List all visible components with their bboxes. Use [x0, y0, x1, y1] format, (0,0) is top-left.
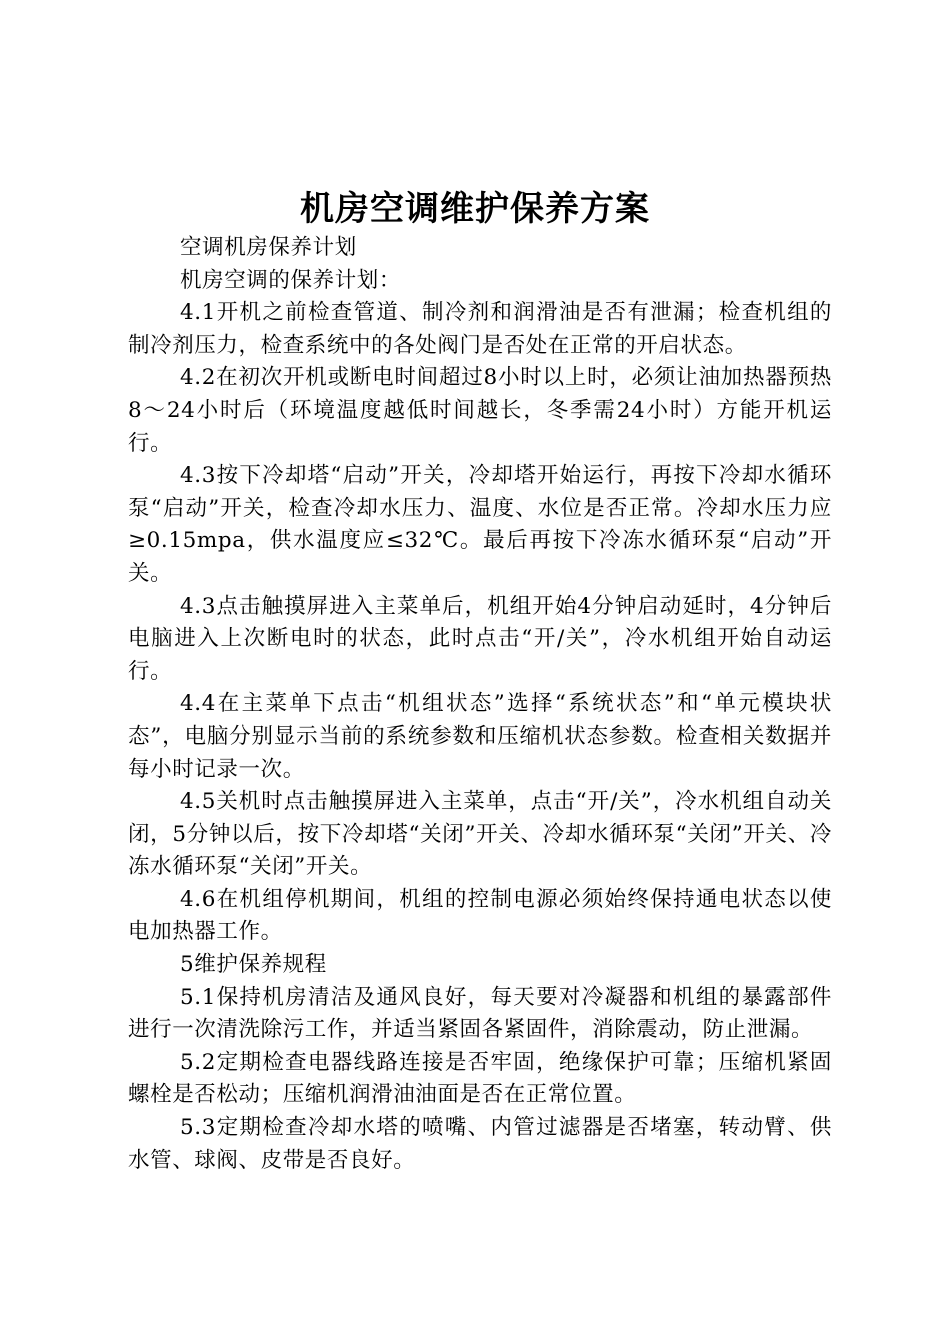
- paragraph-4-6: 4.6在机组停机期间，机组的控制电源必须始终保持通电状态以使电加热器工作。: [128, 886, 832, 945]
- paragraph-4-3-touchscreen: 4.3点击触摸屏进入主菜单后，机组开始4分钟启动延时，4分钟后电脑进入上次断电时的状态，此时点击“开/关”，冷水机组开始自动运行。: [128, 593, 832, 684]
- paragraph-4-4: 4.4在主菜单下点击“机组状态”选择“系统状态”和“单元模块状态”，电脑分别显示当前的系统参数和压缩机状态参数。检查相关数据并每小时记录一次。: [128, 691, 832, 782]
- paragraph-5-2: 5.2定期检查电器线路连接是否牢固，绝缘保护可靠；压缩机紧固螺栓是否松动；压缩机润滑油油面是否在正常位置。: [128, 1049, 832, 1108]
- paragraph-4-5: 4.5关机时点击触摸屏进入主菜单，点击“开/关”，冷水机组自动关闭，5分钟以后，按下冷却塔“关闭”开关、冷却水循环泵“关闭”开关、冷冻水循环泵“关闭”开关。: [128, 789, 832, 880]
- document-title: 机房空调维护保养方案: [300, 189, 650, 229]
- paragraph-plan-heading: 空调机房保养计划: [180, 235, 357, 260]
- paragraph-5-1: 5.1保持机房清洁及通风良好，每天要对冷凝器和机组的暴露部件进行一次清洗除污工作，并适当紧固各紧固件，消除震动，防止泄漏。: [128, 984, 832, 1043]
- paragraph-5-3: 5.3定期检查冷却水塔的喷嘴、内管过滤器是否堵塞，转动臂、供水管、球阀、皮带是否良好。: [128, 1115, 832, 1173]
- paragraph-4-1: 4.1开机之前检查管道、制冷剂和润滑油是否有泄漏；检查机组的制冷剂压力，检查系统中的各处阀门是否处在正常的开启状态。: [128, 300, 832, 358]
- section-heading-5: 5维护保养规程: [180, 952, 327, 978]
- paragraph-plan-intro: 机房空调的保养计划：: [180, 267, 402, 293]
- paragraph-4-2: 4.2在初次开机或断电时间超过8小时以上时，必须让油加热器预热8～24小时后（环境温度越低时间越长，冬季需24小时）方能开机运行。: [128, 365, 832, 456]
- document-body: [128, 232, 832, 1177]
- paragraph-4-3-cooling-tower: 4.3按下冷却塔“启动”开关，冷却塔开始运行，再按下冷却水循环泵“启动”开关，检查冷却水压力、温度、水位是否正常。冷却水压力应≥0.15mpa，供水温度应≤32℃。最后再按下冷冻水循环泵“启动”开关。: [128, 463, 832, 586]
